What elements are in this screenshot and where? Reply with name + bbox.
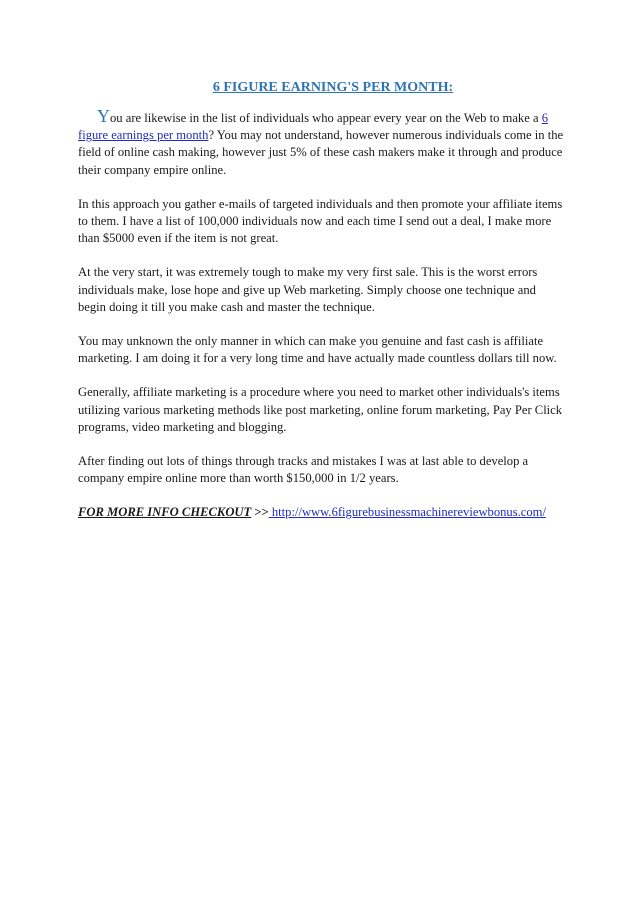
cta-arrows: >> xyxy=(251,505,269,520)
paragraph-affiliate: You may unknown the only manner in which can make you genuine and fast cash is affiliate marketing. I am doing it for a very long time and have actually made countless dollars till now. xyxy=(78,334,557,366)
document-body xyxy=(78,79,566,539)
paragraph-empire: After finding out lots of things through tracks and mistakes I was at last able to develop a company empire online more than worth $150,000 in 1/2 years. xyxy=(78,454,529,486)
cta-label: FOR MORE INFO CHECKOUT xyxy=(78,505,252,520)
call-to-action xyxy=(78,504,566,521)
intro-text-end: ? You may not understand, however numerous individuals come in the field of online cash making, however just 5% of these cash makers make it through and produce their company empire online. xyxy=(78,128,564,177)
paragraph-emails: In this approach you gather e-mails of targeted individuals and then promote your affiliate items to them. I have a list of 100,000 individuals now and each time I send out a deal, I make more than $5000 even if the item is not great. xyxy=(78,196,563,246)
cta-url-link[interactable]: http://www.6figurebusinessmachinereviewbonus.com/ xyxy=(268,505,546,520)
paragraph-first-sale: At the very start, it was extremely tough to make my very first sale. This is the worst errors individuals make, lose hope and give up Web marketing. Simply choose one technique and begin doing it till you make cash and master the technique. xyxy=(78,265,538,314)
drop-cap: Y xyxy=(97,106,110,126)
intro-text-start: ou are likewise in the list of individuals who appear every year on the Web to make a xyxy=(110,111,542,125)
paragraph-intro xyxy=(78,108,566,179)
earnings-link[interactable]: 6 figure earnings per month xyxy=(78,111,549,143)
document-title: 6 FIGURE EARNING'S PER MONTH: xyxy=(212,80,454,95)
paragraph-marketing-methods: Generally, affiliate marketing is a procedure where you need to market other individuals's items utilizing various marketing methods like post marketing, online forum marketing, Pay Per Click programs, video marketing and blogging. xyxy=(78,385,563,434)
